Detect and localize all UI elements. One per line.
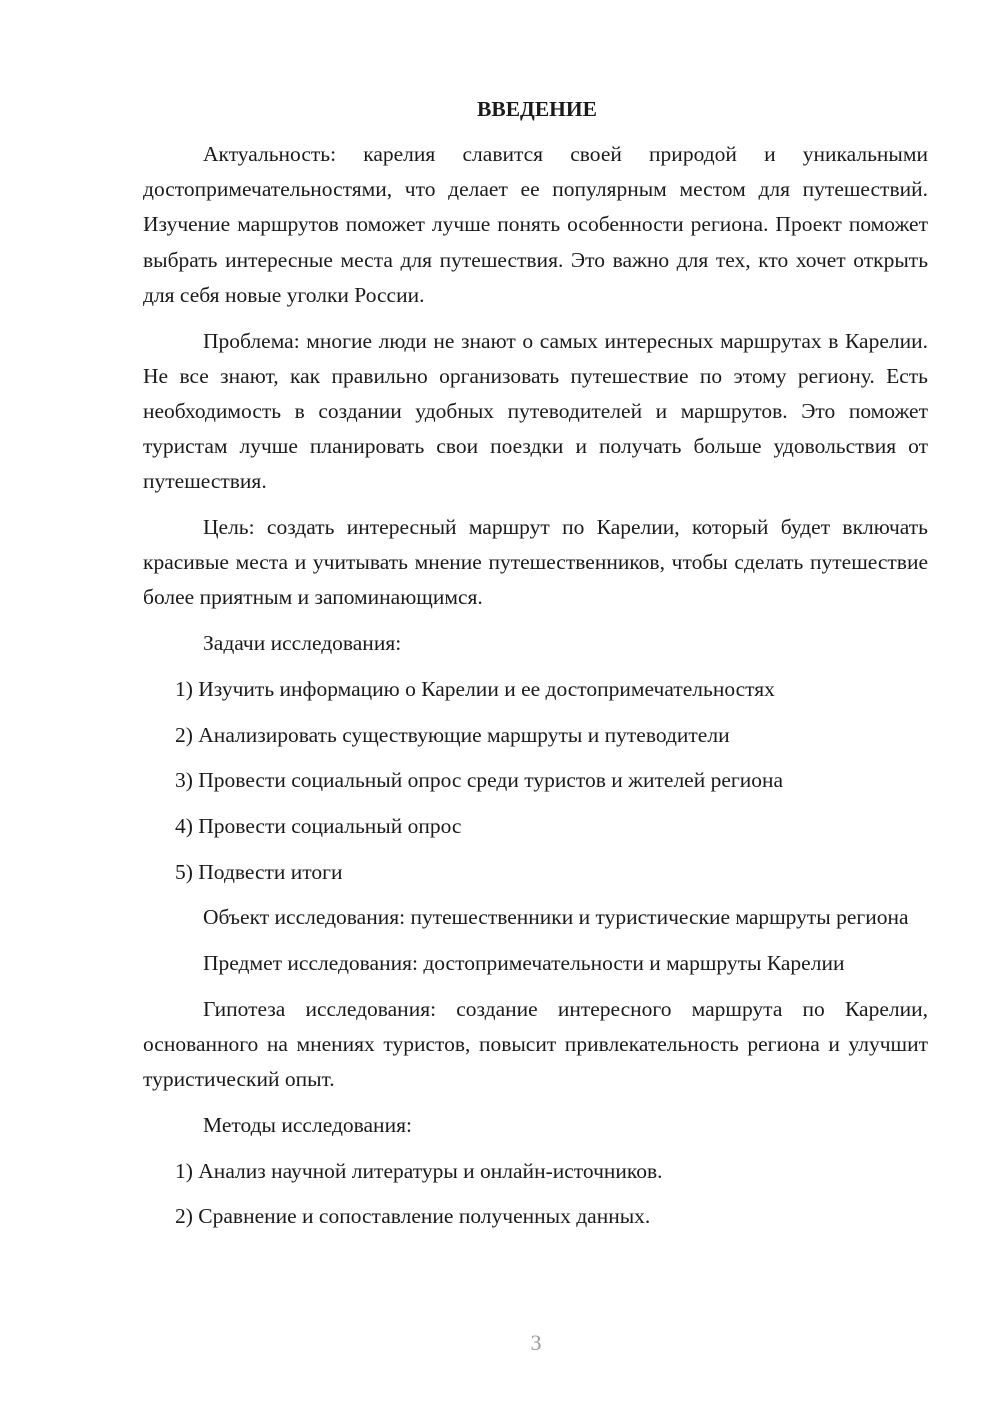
methods-heading: Методы исследования: — [203, 1112, 412, 1137]
problem-paragraph: Проблема: многие люди не знают о самых интересных маршрутах в Карелии. Не все знают, как правильно организовать путешествие по этому региону. Есть необходимость в создании удобных путеводителей и маршрутов. Это поможет туристам лучше планировать свои поездки и получать больше удовольствия от путешествия. — [143, 328, 928, 494]
list-item: 2) Сравнение и сопоставление полученных данных. — [175, 1204, 651, 1229]
relevance-paragraph: Актуальность: карелия славится своей природой и уникальными достопримечательностями, что делает ее популярным местом для путешествий. Изучение маршрутов поможет лучше понять особенности региона. Проект поможет выбрать интересные места для путешествия. Это важно для тех, кто хочет открыть для себя новые уголки России. — [143, 142, 928, 307]
list-item: 4) Провести социальный опрос — [175, 813, 462, 838]
list-item: 2) Анализировать существующие маршруты и путеводители — [175, 722, 730, 747]
object-paragraph: Объект исследования: путешественники и туристические маршруты региона — [203, 905, 909, 930]
page-title: ВВЕДЕНИЕ — [477, 97, 597, 121]
tasks-list — [143, 672, 928, 890]
list-item: 5) Подвести итоги — [175, 859, 343, 884]
subject-paragraph: Предмет исследования: достопримечательности и маршруты Карелии — [203, 951, 845, 976]
list-item: 1) Анализ научной литературы и онлайн-источников. — [175, 1158, 663, 1183]
hypothesis-paragraph: Гипотеза исследования: создание интересного маршрута по Карелии, основанного на мнениях туристов, повысит привлекательность региона и улучшит туристический опыт. — [143, 996, 928, 1092]
document-page — [143, 92, 928, 1245]
goal-paragraph: Цель: создать интересный маршрут по Карелии, который будет включать красивые места и учитывать мнение путешественников, чтобы сделать путешествие более приятным и запоминающимся. — [143, 515, 928, 610]
list-item: 1) Изучить информацию о Карелии и ее достопримечательностях — [175, 676, 775, 701]
page-number: 3 — [530, 1330, 542, 1355]
list-item: 3) Провести социальный опрос среди туристов и жителей региона — [175, 768, 784, 793]
tasks-heading: Задачи исследования: — [203, 631, 402, 656]
methods-list — [143, 1154, 928, 1235]
